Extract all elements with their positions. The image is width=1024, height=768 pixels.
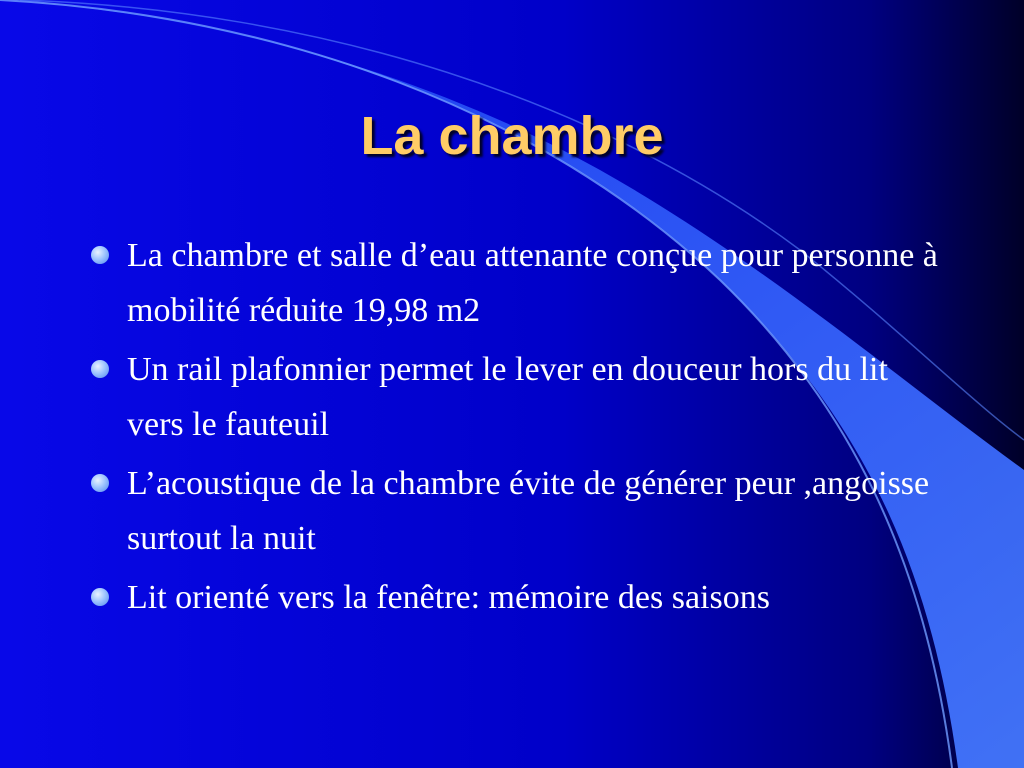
- bullet-dot-icon: [91, 246, 109, 264]
- bullet-item: [90, 342, 950, 452]
- bullet-item: [90, 456, 950, 566]
- bullet-dot-icon: [91, 360, 109, 378]
- bullet-dot-icon: [91, 588, 109, 606]
- bullet-item: [90, 570, 950, 625]
- slide-title: La chambre: [360, 106, 664, 166]
- bullet-item: [90, 228, 950, 338]
- bullet-text: Un rail plafonnier permet le lever en douceur hors du lit vers le fauteuil: [127, 351, 888, 443]
- bullet-list: [90, 228, 950, 629]
- bullet-text: La chambre et salle d’eau attenante conçue pour personne à mobilité réduite 19,98 m2: [127, 237, 938, 329]
- bullet-text: L’acoustique de la chambre évite de générer peur ,angoisse surtout la nuit: [127, 465, 930, 557]
- bullet-text: Lit orienté vers la fenêtre: mémoire des saisons: [127, 579, 770, 616]
- bullet-dot-icon: [91, 474, 109, 492]
